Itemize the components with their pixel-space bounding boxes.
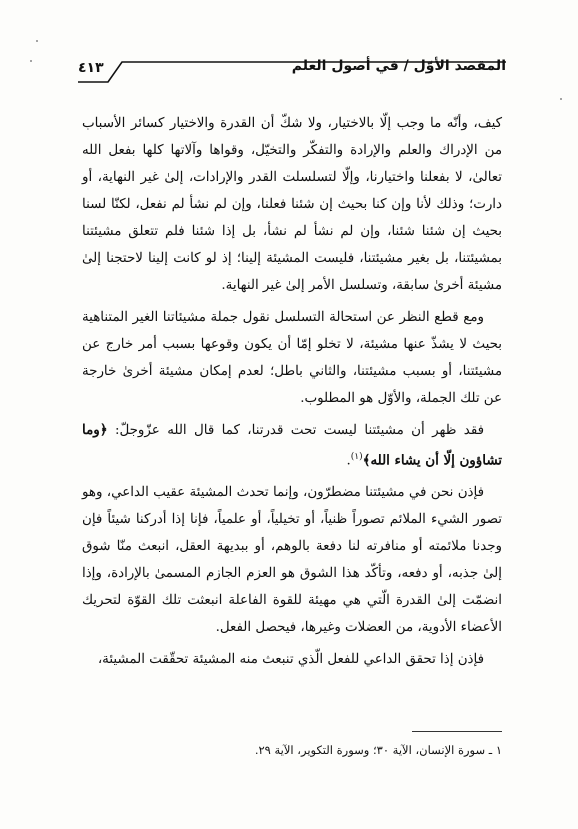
paragraph-1: كيف، وأنّه ما وجب إلّا بالاختيار، ولا شكّ أن القدرة والاختيار كسائر الأسباب من الإدراك والعلم والإرادة والتفكّر والتخيّل، وقواها وآلاتها كلها بفعل الله تعالىٰ، لا بفعلنا واختيارنا، وإلّا لتسلسلت القدر والإرادات، إلىٰ غير النهاية، أو دارت؛ وذلك لأنا وإن كنا بحيث إن شئنا فعلنا، وإن لم نشأ لم نفعل، لكنّا لسنا بحيث إن شئنا شئنا، وإن لم نشأ لم نشأ، بل إذا شئنا فلم تتعلق مشيئتنا بمشيئتنا، بل بغير مشيئتنا، فليست المشيئة إلينا؛ إذ لو كانت إلينا لاحتجنا إلىٰ مشيئة أخرىٰ سابقة، وتسلسل الأمر إلىٰ غير النهاية. [82, 116, 502, 293]
scan-speck [30, 60, 32, 62]
scan-speck [560, 98, 562, 100]
page-number: ٤١٣ [78, 60, 104, 76]
footnote-rule [412, 731, 502, 732]
paragraph-3-text: فقد ظهر أن مشيئتنا ليست تحت قدرتنا، كما قال الله عزّوجلّ: [107, 423, 484, 438]
footnote-ref: (١) [350, 452, 363, 462]
paragraph-3-end: . [346, 453, 351, 469]
page-header [78, 56, 506, 86]
quran-quote: ﴿وما تشاؤون إلّا أن يشاء الله﴾ [82, 422, 502, 469]
paragraph-4: فإذن نحن في مشيئتنا مضطرّون، وإنما تحدث المشيئة عقيب الداعي، وهو تصور الشيء الملائم تصوراً ظنياً، أو تخيلياً، أو علمياً، فإنا إذا أدركنا شيئاً فإن وجدنا ملائمته أو منافرته لنا دفعة بالوهم، أو ببديهة العقل، انبعث منّا شوق إلىٰ جذبه، أو دفعه، وتأكّد هذا الشوق هو العزم الجازم المسمىٰ بالإرادة، وإذا انضمّت إلىٰ القدرة الّتي هي مهيئة للقوة الفاعلة انبعثت تلك القوّة لتحريك الأعضاء الأدوية، من العضلات وغيرها، فيحصل الفعل. [82, 485, 502, 636]
main-text [82, 110, 502, 678]
running-head: المقصد الأوّل / في أصول العلم [291, 58, 506, 74]
scan-speck [36, 40, 38, 42]
paragraph-3 [82, 417, 502, 474]
paragraph-5: فإذن إذا تحقق الداعي للفعل الّذي تنبعث منه المشيئة تحقّقت المشيئة، [97, 652, 484, 668]
paragraph-2: ومع قطع النظر عن استحالة التسلسل نقول جملة مشيئاتنا الغير المتناهية بحيث لا يشذّ عنها مشيئة، لا تخلو إمّا أن يكون وقوعها بسبب أمر خارج عن مشيئتنا، أو بسبب مشيئتنا، والثاني باطل؛ لعدم إمكان مشيئة أخرىٰ خارجة عن تلك الجملة، والأوّل هو المطلوب. [82, 310, 502, 406]
footnote: ١ ـ سورة الإنسان، الآية ٣٠؛ وسورة التكوير، الآية ٢٩. [254, 743, 502, 757]
